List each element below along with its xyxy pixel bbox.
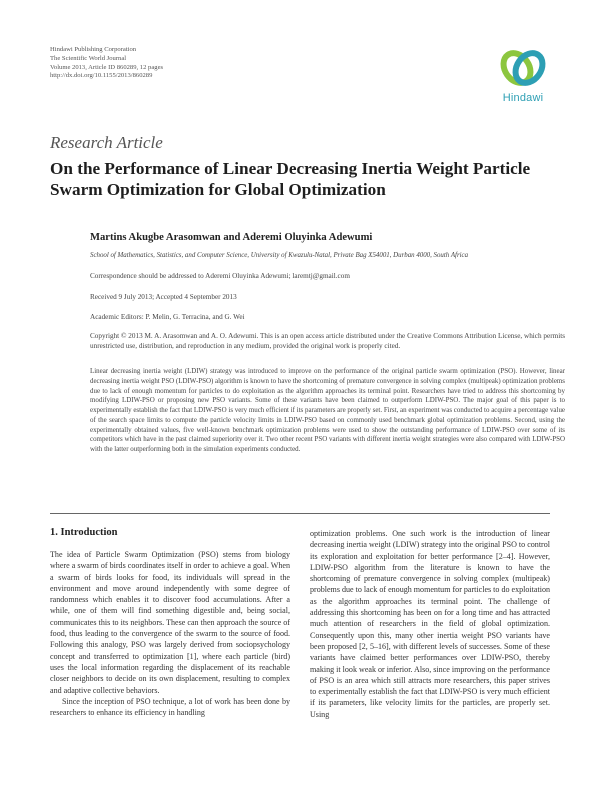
volume-info: Volume 2013, Article ID 860289, 12 pages — [50, 63, 164, 71]
abstract-text: Linear decreasing inertia weight (LDIW) strategy was introduced to improve on the performance of the original particle swarm optimization (PSO). However, linear decreasing inertia weight PSO (LDIW-PSO) algorithm is known to have the shortcoming of premature convergence in solving complex (multipeak) optimization problems due to lack of enough momentum for particles to do exploitation as the algorithm approaches its terminal point. Researchers have tried to address this shortcoming by modifying LDIW-PSO or proposing new PSO variants. Some of these variants have been claimed to outperform LDIW-PSO. The major goal of this paper is to experimentally establish the fact that LDIW-PSO is very much efficient if its parameters are properly set. First, an experiment was conducted to acquire a percentage value of the search space limits to compute the particle velocity limits in LDIW-PSO based on commonly used benchmark global optimization problems. Second, using the experimentally obtained values, five well-known benchmark optimization problems were used to show the outstanding performance of LDIW-PSO over some of its competitors which have in the past claimed superiority over it. Two other recent PSO variants with different inertia weight strategies were also compared with LDIW-PSO with the latter outperforming both in the simulation experiments conducted. — [90, 367, 565, 453]
article-title: On the Performance of Linear Decreasing Inertia Weight Particle Swarm Optimization for Global Optimization — [50, 159, 531, 199]
author-affiliation: School of Mathematics, Statistics, and Computer Science, University of Kwazulu-Natal, Private Bag X54001, Durban 4000, South Africa — [90, 252, 469, 259]
intro-paragraph: The idea of Particle Swarm Optimization (PSO) stems from biology where a swarm of birds coordinates itself in order to achieve a goal. When a swarm of birds looks for food, its individuals will spread in the environment and move around independently with some degree of randomness which enables it to discover food accumulations. After a while, one of them will find something digestible and, being social, communicates this to its neighbors. These can then approach the source of food, thus leading to the convergence of the swarm to the source of food. Following this analogy, PSO was largely derived from sociopsychology concept and transferred to optimization [1], where each particle (bird) uses the local information regarding the displacement of its reachable closer neighbors to decide on its own displacement, resulting to complex and adaptive collective behaviors. — [50, 550, 290, 695]
hindawi-logo-text: Hindawi — [502, 92, 544, 104]
publisher-name: Hindawi Publishing Corporation — [50, 46, 137, 53]
doi-link[interactable]: http://dx.doi.org/10.1155/2013/860289 — [50, 72, 153, 80]
journal-name: The Scientific World Journal — [50, 54, 127, 62]
intro-paragraph: optimization problems. One such work is the introduction of linear decreasing inertia weight (LDIW) strategy into the original PSO to control its exploration and exploitation for better performance [2–4]. However, LDIW-PSO algorithm from the literature is known to have the shortcoming of premature convergence in solving complex (multipeak) problems due to lack of enough momentum for particles to do exploitation as the algorithm approaches its terminal point. The challenge of addressing this shortcoming has been on for a long time and has attracted much attention of researchers in the field of global optimization. Consequently upon this, many other inertia weight PSO variants have been proposed [2, 5–16], with different levels of successes. Some of these variants have claimed better performances over LDIW-PSO, thereby making it look weak or inferior. Also, since improving on the performance of PSO is an area which still attracts more researchers, this paper strives to experimentally establish the fact that LDIW-PSO is very much efficient if its parameters, like velocity limits for the particles, are properly set. Using — [310, 529, 550, 719]
academic-editors: Academic Editors: P. Melin, G. Terracina, and G. Wei — [90, 313, 245, 321]
section-heading-introduction: 1. Introduction — [50, 527, 118, 538]
section-divider — [50, 513, 550, 514]
body-column-right — [310, 528, 550, 720]
article-type: Research Article — [50, 133, 163, 152]
publication-info — [50, 46, 163, 81]
copyright-notice: Copyright © 2013 M. A. Arasomwan and A. O. Adewumi. This is an open access article distributed under the Creative Commons Attribution License, which permits unrestricted use, distribution, and reproduction in any medium, provided the original work is properly cited. — [90, 332, 565, 350]
correspondence-line: Correspondence should be addressed to Aderemi Oluyinka Adewumi; laremtj@gmail.com — [90, 272, 350, 280]
article-authors: Martins Akugbe Arasomwan and Aderemi Oluyinka Adewumi — [90, 232, 373, 243]
received-dates: Received 9 July 2013; Accepted 4 September 2013 — [90, 293, 237, 301]
body-column-left — [50, 549, 290, 718]
intro-paragraph: Since the inception of PSO technique, a lot of work has been done by researchers to enhance its efficiency in handling — [50, 696, 290, 718]
